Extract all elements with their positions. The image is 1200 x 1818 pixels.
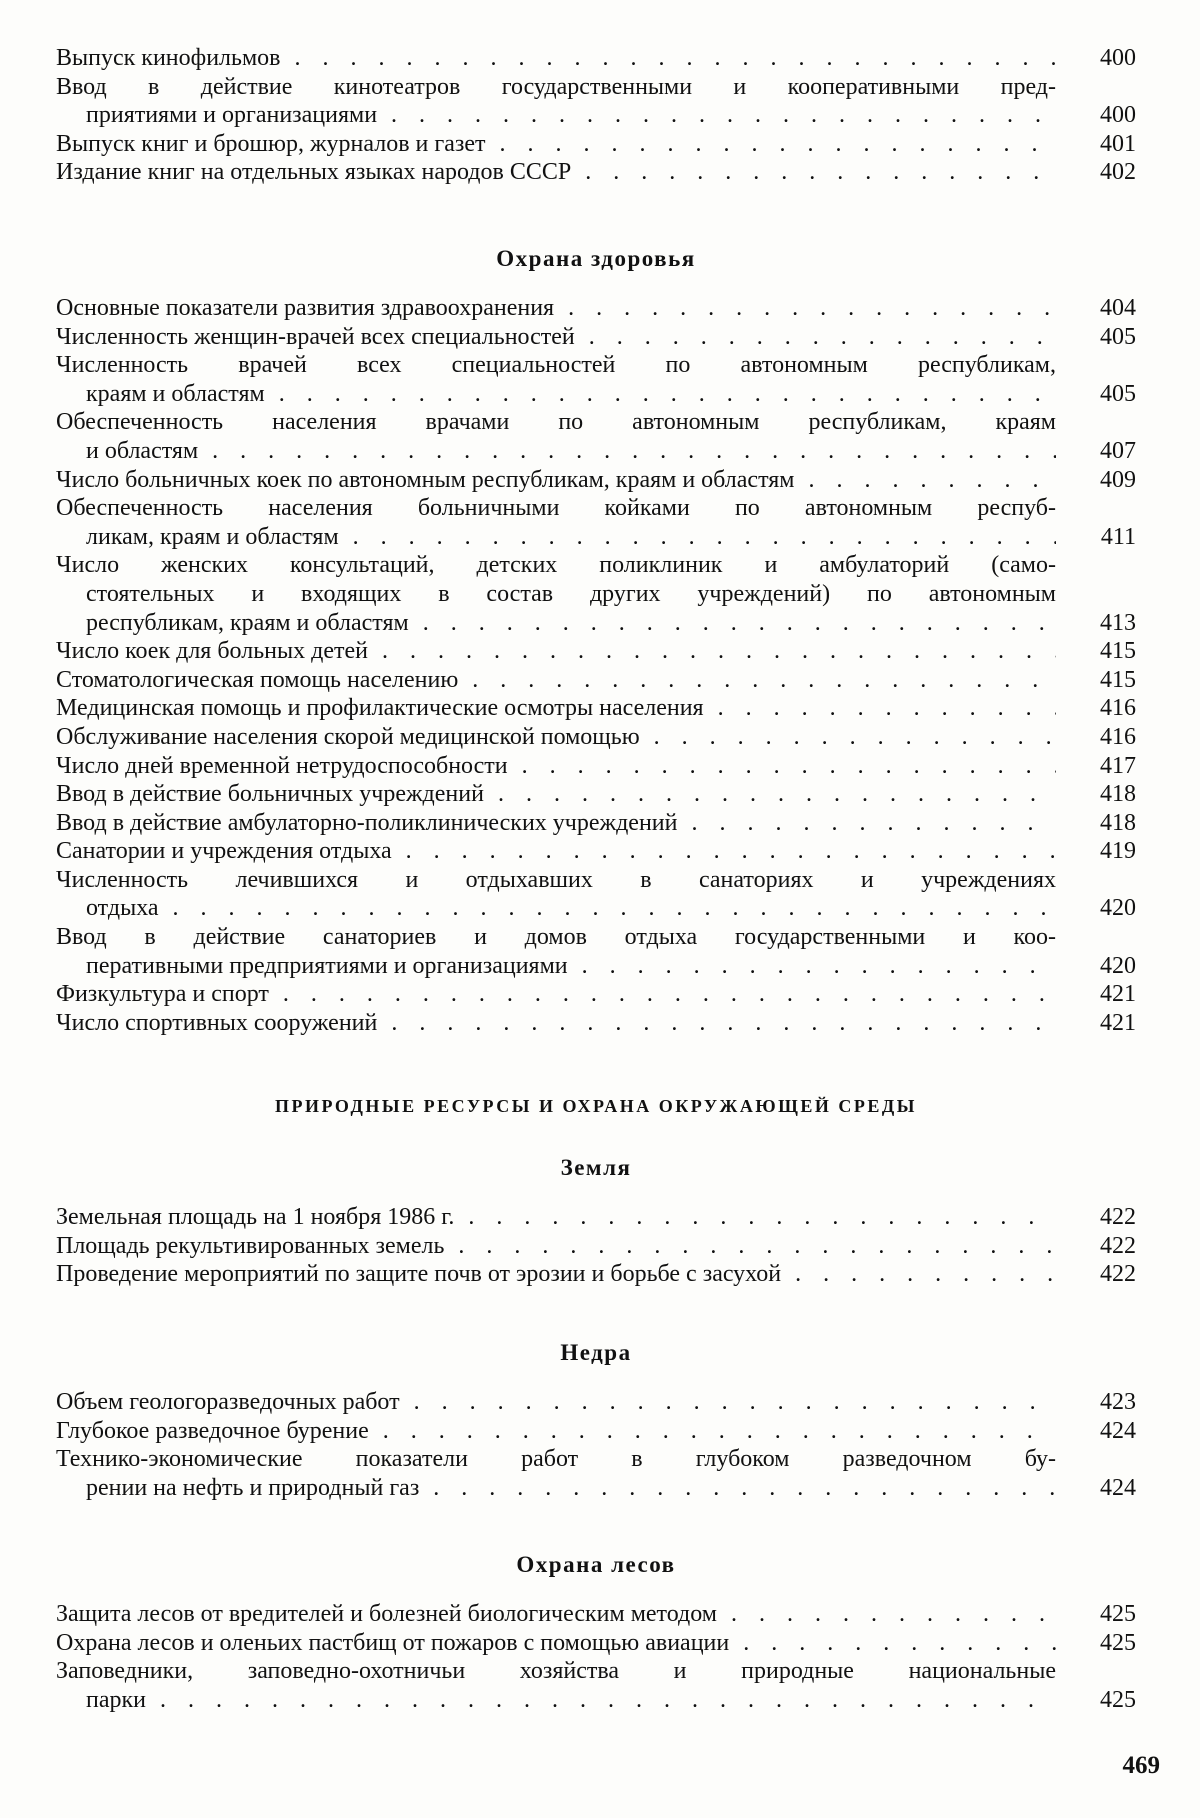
toc-entry-page: 420 (1100, 952, 1136, 979)
heading-health: Охрана здоровья (496, 246, 696, 271)
toc-entry-title (56, 1600, 1056, 1629)
toc-entry-line: приятиями и организациями . . . (56, 101, 1056, 130)
toc-entry-page: 420 (1100, 895, 1136, 922)
toc-entry-page: 409 (1100, 466, 1136, 493)
toc-entry-title (56, 694, 1056, 723)
toc-list (56, 1203, 1136, 1289)
toc-entry-page: 425 (1100, 1601, 1136, 1627)
toc-list (56, 44, 1136, 187)
toc-entry (56, 837, 1136, 866)
toc-entry-line: Число дней временной нетрудоспособности . . . (56, 752, 1056, 781)
toc-entry-line: перативными предприятиями и организациями . . . (56, 952, 1056, 981)
toc-entry-line: Численность врачей всех специальностей по автономным республикам, (56, 352, 1056, 379)
toc-list (56, 294, 1136, 1037)
toc-entry-page: 422 (1100, 1204, 1136, 1230)
toc-entry-line: Санатории и учреждения отдыха . . . (56, 837, 1056, 866)
toc-entry (56, 158, 1136, 187)
toc-entry-title (56, 44, 1056, 73)
toc-entry (56, 866, 1136, 923)
toc-list (56, 1600, 1136, 1714)
toc-entry-page: 424 (1100, 1474, 1136, 1501)
toc-entry (56, 1445, 1136, 1502)
toc-entry-line: республикам, краям и областям . . . (56, 609, 1056, 638)
page-number: 469 (1122, 1752, 1160, 1779)
toc-entry-title (56, 723, 1056, 752)
toc-block-subsoil (56, 1340, 1136, 1502)
toc-entry-line: и областям . . . (56, 437, 1056, 466)
toc-entry-page: 411 (1100, 523, 1136, 550)
toc-entry-title (56, 1417, 1056, 1446)
toc-entry-title (56, 158, 1056, 187)
toc-entry-page: 419 (1100, 838, 1136, 865)
toc-entry-page: 402 (1100, 159, 1136, 186)
toc-entry (56, 351, 1136, 408)
toc-entry-line: отдыха . . . (56, 894, 1056, 923)
toc-entry-line: Физкультура и спорт . . . (56, 980, 1056, 1009)
toc-block-forest (56, 1552, 1136, 1714)
toc-entry-line: Обслуживание населения скорой медицинской помощью . . . (56, 723, 1056, 752)
toc-entry-line: Защита лесов от вредителей и болезней биологическим методом . . . (56, 1600, 1056, 1629)
toc-entry (56, 466, 1136, 495)
toc-entry-title (56, 637, 1056, 666)
toc-entry-title (56, 1657, 1056, 1714)
toc-entry-page: 413 (1100, 609, 1136, 636)
toc-entry-line: Выпуск кинофильмов . . . (56, 44, 1056, 73)
toc-entry-line: Ввод в действие кинотеатров государственными и кооперативными пред- (56, 73, 1056, 100)
toc-entry-line: Численность лечившихся и отдыхавших в санаториях и учреждениях (56, 866, 1056, 893)
toc-entry (56, 408, 1136, 465)
toc-entry-title (56, 73, 1056, 130)
toc-entry-line: Земельная площадь на 1 ноября 1986 г. . . . (56, 1203, 1056, 1232)
toc-entry-page: 405 (1100, 323, 1136, 350)
toc-entry-page: 418 (1100, 781, 1136, 808)
toc-entry (56, 1657, 1136, 1714)
toc-entry-title (56, 466, 1056, 495)
toc-entry-page: 421 (1100, 1009, 1136, 1036)
toc-entry-page: 415 (1100, 638, 1136, 665)
toc-entry (56, 809, 1136, 838)
toc-entry (56, 980, 1136, 1009)
toc-entry (56, 323, 1136, 352)
toc-entry-title (56, 1445, 1056, 1502)
toc-entry (56, 551, 1136, 637)
toc-entry-page: 401 (1100, 130, 1136, 157)
toc-entry-page: 424 (1100, 1417, 1136, 1444)
toc-entry-page: 415 (1100, 666, 1136, 693)
toc-entry-page: 404 (1100, 295, 1136, 321)
toc-entry-line: рении на нефть и природный газ . . . (56, 1474, 1056, 1503)
toc-entry-title (56, 780, 1056, 809)
toc-entry-line: Глубокое разведочное бурение . . . (56, 1417, 1056, 1446)
toc-entry-page: 418 (1100, 809, 1136, 836)
toc-entry-line: Медицинская помощь и профилактические осмотры населения . . . (56, 694, 1056, 723)
toc-entry (56, 1232, 1136, 1261)
toc-entry-title (56, 666, 1056, 695)
toc-entry-page: 400 (1100, 102, 1136, 129)
toc-entry (56, 1388, 1136, 1417)
toc-block-nature (56, 1096, 1136, 1117)
toc-entry-line: стоятельных и входящих в состав других учреждений) по автономным (86, 580, 1056, 607)
toc-entry-line: Численность женщин-врачей всех специальностей . . . (56, 323, 1056, 352)
toc-entry (56, 752, 1136, 781)
toc-entry-page: 425 (1100, 1629, 1136, 1656)
toc-entry-line: Обеспеченность населения больничными койками по автономным респуб- (56, 495, 1056, 522)
toc-entry-line: ликам, краям и областям . . . (56, 523, 1056, 552)
toc-entry-page: 425 (1100, 1686, 1136, 1713)
toc-entry-line: парки . . . (56, 1686, 1056, 1715)
toc-entry (56, 1629, 1136, 1658)
toc-entry-page: 421 (1100, 981, 1136, 1008)
heading-subsoil: Недра (560, 1340, 632, 1365)
toc-entry-page: 405 (1100, 380, 1136, 407)
toc-entry-line: Основные показатели развития здравоохранения . . . (56, 294, 1056, 323)
toc-block-health (56, 246, 1136, 1037)
toc-entry (56, 130, 1136, 159)
toc-entry-title (56, 494, 1056, 551)
toc-entry-line: Стоматологическая помощь населению . . . (56, 666, 1056, 695)
section-title-nature: ПРИРОДНЫЕ РЕСУРСЫ И ОХРАНА ОКРУЖАЮЩЕЙ СРЕДЫ (275, 1096, 917, 1116)
toc-entry-title (56, 294, 1056, 323)
toc-entry-line: Число спортивных сооружений . . . (56, 1009, 1056, 1038)
toc-entry-line: Ввод в действие санаториев и домов отдыха государственными и коо- (56, 924, 1056, 951)
toc-entry (56, 44, 1136, 73)
heading-forest: Охрана лесов (516, 1552, 676, 1577)
toc-entry-line: Издание книг на отдельных языках народов СССР . . . (56, 158, 1056, 187)
toc-entry (56, 73, 1136, 130)
toc-entry-title (56, 1009, 1056, 1038)
toc-entry-line: Проведение мероприятий по защите почв от эрозии и борьбе с засухой . . . (56, 1260, 1056, 1289)
toc-block-culture (56, 44, 1136, 187)
toc-entry-title (56, 323, 1056, 352)
toc-entry-title (56, 1232, 1056, 1261)
toc-entry (56, 1203, 1136, 1232)
toc-entry-title (56, 980, 1056, 1009)
toc-block-land (56, 1155, 1136, 1289)
toc-entry (56, 923, 1136, 980)
toc-entry (56, 666, 1136, 695)
toc-entry-line: Обеспеченность населения врачами по автономным республикам, краям (56, 409, 1056, 436)
toc-entry-title (56, 408, 1056, 465)
heading-land: Земля (560, 1155, 632, 1180)
toc-entry-title (56, 351, 1056, 408)
toc-entry-title (56, 130, 1056, 159)
toc-entry-title (56, 923, 1056, 980)
toc-entry-page: 422 (1100, 1261, 1136, 1288)
toc-entry-title (56, 1388, 1056, 1417)
toc-entry-title (56, 1203, 1056, 1232)
toc-list (56, 1388, 1136, 1502)
toc-entry-page: 417 (1100, 752, 1136, 779)
toc-entry-title (56, 837, 1056, 866)
toc-entry-page: 416 (1100, 695, 1136, 722)
toc-entry-line: Ввод в действие больничных учреждений . . . (56, 780, 1056, 809)
toc-entry (56, 1600, 1136, 1629)
toc-entry-title (56, 809, 1056, 838)
toc-entry-line: Число коек для больных детей . . . (56, 637, 1056, 666)
toc-entry (56, 294, 1136, 323)
toc-entry (56, 494, 1136, 551)
toc-entry-line: Заповедники, заповедно-охотничьи хозяйства и природные национальные (56, 1658, 1056, 1685)
toc-entry-line: Выпуск книг и брошюр, журналов и газет . . . (56, 130, 1056, 159)
toc-entry-title (56, 866, 1056, 923)
toc-entry (56, 723, 1136, 752)
toc-entry-title (56, 1260, 1056, 1289)
toc-entry (56, 1260, 1136, 1289)
toc-entry (56, 1417, 1136, 1446)
toc-entry (56, 780, 1136, 809)
toc-entry-line: краям и областям . . . (56, 380, 1056, 409)
toc-entry-line: Число женских консультаций, детских поликлиник и амбулаторий (само- (56, 552, 1056, 579)
toc-entry (56, 694, 1136, 723)
toc-entry-line: Технико-экономические показатели работ в глубоком разведочном бу- (56, 1446, 1056, 1473)
toc-entry-page: 423 (1100, 1389, 1136, 1415)
toc-entry (56, 637, 1136, 666)
toc-entry-title (56, 551, 1056, 637)
toc-entry-page: 416 (1100, 723, 1136, 750)
toc-entry-title (56, 752, 1056, 781)
toc-entry-line: Площадь рекультивированных земель . . . (56, 1232, 1056, 1261)
toc-entry-line: Ввод в действие амбулаторно-поликлинических учреждений . . . (56, 809, 1056, 838)
toc-entry-page: 422 (1100, 1232, 1136, 1259)
toc-entry-line: Объем геологоразведочных работ . . . (56, 1388, 1056, 1417)
toc-entry (56, 1009, 1136, 1038)
toc-entry-page: 407 (1100, 437, 1136, 464)
toc-entry-page: 400 (1100, 45, 1136, 71)
toc-entry-line: Охрана лесов и оленьих пастбищ от пожаров с помощью авиации . . . (56, 1629, 1056, 1658)
toc-entry-title (56, 1629, 1056, 1658)
toc-entry-line: Число больничных коек по автономным республикам, краям и областям . . . (56, 466, 1056, 495)
